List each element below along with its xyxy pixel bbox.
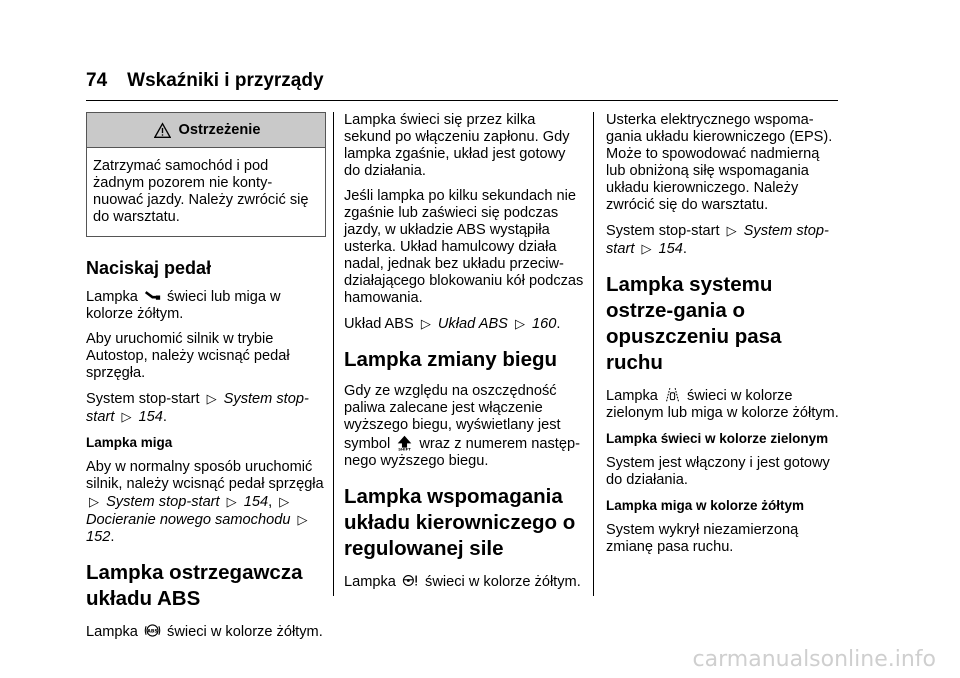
heading-abs: Lampka ostrzegawcza układu ABS xyxy=(86,561,303,610)
page-ref[interactable]: 152 xyxy=(86,529,111,545)
lane-departure-icon xyxy=(664,386,681,403)
paragraph-eps-fault: Usterka elektrycznego wspoma-gania układu kierowniczego (EPS). Może to spowodować nadmierną lub obniżoną siłę wspomagania układu kierowniczego. Należy zwrócić się do warsztatu. xyxy=(606,112,833,213)
warning-box xyxy=(86,112,326,237)
subheading-blinking: Lampka miga xyxy=(86,435,173,450)
link-abs[interactable]: Układ ABS xyxy=(437,316,508,332)
paragraph-green: System jest włączony i jest gotowy do działania. xyxy=(606,455,830,488)
reference-arrow-icon: ▷ xyxy=(641,241,652,256)
column-divider-2 xyxy=(593,112,594,596)
heading-eps: Lampka wspomagania układu kierowniczego o regulowanej sile xyxy=(344,485,576,560)
paragraph-abs-fault: Jeśli lampka po kilku sekundach nie zgaśnie lub zaświeci się podczas jazdy, w układzie ABS wystąpiła usterka. Układ hamulcowy działa nadal, jednak bez układu przeciw-działającego blokowaniu kół podczas hamowania. xyxy=(344,188,584,306)
reference-stop-start-2: System stop-start ▷ System stop-start ▷ 154. xyxy=(606,223,829,257)
steering-wheel-warning-icon xyxy=(402,572,419,589)
reference-arrow-icon: ▷ xyxy=(121,409,132,424)
column-3 xyxy=(606,112,841,564)
reference-arrow-icon: ▷ xyxy=(279,494,290,509)
paragraph-blinking: Aby w normalny sposób uruchomić silnik, należy wcisnąć pedał sprzęgła ▷ System stop-start ▷ 154, ▷ Docieranie nowego samochodu ▷ 152. xyxy=(86,459,324,545)
heading-gear-shift: Lampka zmiany biegu xyxy=(344,348,558,371)
paragraph-clutch-lamp: Lampka świeci lub miga w kolorze żółtym. xyxy=(86,289,281,322)
reference-arrow-icon: ▷ xyxy=(420,316,431,331)
page-ref[interactable]: 160 xyxy=(532,316,557,332)
column-2 xyxy=(344,112,584,599)
reference-arrow-icon: ▷ xyxy=(89,494,99,509)
warning-title: Ostrzeżenie xyxy=(87,113,325,148)
reference-abs: Układ ABS ▷ Układ ABS ▷ 160. xyxy=(344,316,561,332)
reference-arrow-icon: ▷ xyxy=(514,316,525,331)
heading-lane-departure: Lampka systemu ostrze-gania o opuszczeniu pasa ruchu xyxy=(606,273,782,374)
page-ref[interactable]: 154 xyxy=(658,241,683,257)
link-stop-start[interactable]: System stop-start xyxy=(106,494,220,510)
reference-arrow-icon: ▷ xyxy=(206,391,217,406)
reference-arrow-icon: ▷ xyxy=(726,223,737,238)
link-break-in[interactable]: Docieranie nowego samochodu xyxy=(86,512,291,528)
paragraph-gear-shift: Gdy ze względu na oszczędność paliwa zalecane jest włączenie wyższego biegu, wyświetlany jest symbol SHIFT wraz z numerem następ-nego wyższego biegu. xyxy=(344,383,580,469)
header-divider xyxy=(86,100,838,101)
warning-text: Zatrzymać samochód i pod żadnym pozorem nie konty-nuować jazdy. Należy zwrócić się do warsztatu. xyxy=(93,158,309,225)
upshift-arrow-icon xyxy=(396,434,413,451)
reference-arrow-icon: ▷ xyxy=(297,512,308,527)
link-stop-start[interactable]: System stop-start xyxy=(86,391,309,425)
subheading-yellow: Lampka miga w kolorze żółtym xyxy=(606,498,805,513)
heading-clutch: Naciskaj pedał xyxy=(86,258,212,278)
link-stop-start[interactable]: System stop-start xyxy=(606,223,829,257)
page-ref[interactable]: 154 xyxy=(243,494,269,510)
svg-text:SHIFT: SHIFT xyxy=(398,446,412,451)
reference-arrow-icon: ▷ xyxy=(226,494,237,509)
column-1 xyxy=(86,112,326,649)
page-header xyxy=(86,70,324,92)
column-divider-1 xyxy=(333,112,334,596)
paragraph-eps-lamp: Lampka świeci w kolorze żółtym. xyxy=(344,574,581,590)
subheading-green: Lampka świeci w kolorze zielonym xyxy=(606,431,829,446)
watermark: carmanualsonline.info xyxy=(692,647,936,672)
reference-stop-start-1: System stop-start ▷ System stop-start ▷ 154. xyxy=(86,391,309,425)
page-ref[interactable]: 154 xyxy=(138,409,163,425)
paragraph-abs-check: Lampka świeci się przez kilka sekund po włączeniu zapłonu. Gdy lampka zgaśnie, układ jest gotowy do działania. xyxy=(344,112,570,179)
clutch-pedal-icon xyxy=(144,287,161,304)
abs-icon xyxy=(144,622,161,639)
warning-triangle-icon xyxy=(154,122,171,139)
page-title: Wskaźniki i przyrządy xyxy=(127,70,324,91)
paragraph-yellow: System wykrył niezamierzoną zmianę pasa ruchu. xyxy=(606,522,799,555)
paragraph-lane-lamp: Lampka świeci w kolorze zielonym lub miga w kolorze żółtym. xyxy=(606,388,839,421)
paragraph-abs-lamp: Lampka ABS świeci w kolorze żółtym. xyxy=(86,624,323,640)
paragraph-autostop: Aby uruchomić silnik w trybie Autostop, należy wcisnąć pedał sprzęgła. xyxy=(86,331,290,381)
svg-text:ABS: ABS xyxy=(147,629,158,635)
page-number: 74 xyxy=(86,70,108,91)
